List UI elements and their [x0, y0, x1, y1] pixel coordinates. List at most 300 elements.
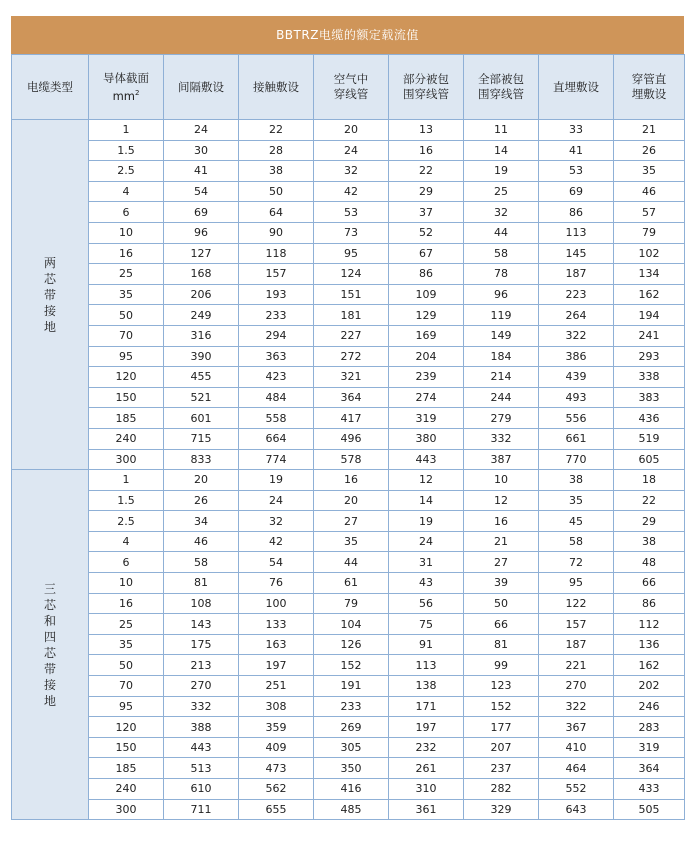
ampacity-cell: 221: [539, 655, 614, 676]
table-row: [12, 717, 685, 738]
ampacity-cell: 58: [464, 243, 539, 264]
cross-section-cell: 185: [89, 758, 164, 779]
ampacity-cell: 162: [614, 284, 685, 305]
table-title: BBTRZ电缆的额定载流值: [11, 16, 684, 54]
table-row: [12, 284, 685, 305]
cross-section-cell: 240: [89, 428, 164, 449]
table-body: [12, 120, 685, 820]
ampacity-cell: 35: [539, 490, 614, 511]
cross-section-cell: 150: [89, 737, 164, 758]
table-row: [12, 737, 685, 758]
ampacity-cell: 122: [539, 593, 614, 614]
ampacity-cell: 168: [164, 264, 239, 285]
cross-section-cell: 120: [89, 717, 164, 738]
ampacity-cell: 513: [164, 758, 239, 779]
ampacity-cell: 204: [389, 346, 464, 367]
ampacity-cell: 390: [164, 346, 239, 367]
ampacity-cell: 661: [539, 428, 614, 449]
ampacity-cell: 134: [614, 264, 685, 285]
table-row: [12, 161, 685, 182]
ampacity-cell: 21: [464, 531, 539, 552]
cross-section-cell: 95: [89, 696, 164, 717]
header-cable-type: 电缆类型: [12, 55, 89, 120]
ampacity-cell: 145: [539, 243, 614, 264]
ampacity-cell: 79: [614, 222, 685, 243]
cable-type-label: 三芯和四芯带接地: [43, 581, 56, 708]
header-cross-section-label: 导体截面: [103, 70, 149, 85]
ampacity-cell: 272: [314, 346, 389, 367]
ampacity-cell: 20: [314, 490, 389, 511]
cross-section-cell: 185: [89, 408, 164, 429]
ampacity-cell: 28: [239, 140, 314, 161]
ampacity-cell: 32: [314, 161, 389, 182]
cross-section-cell: 70: [89, 325, 164, 346]
ampacity-cell: 239: [389, 367, 464, 388]
ampacity-cell: 193: [239, 284, 314, 305]
cross-section-cell: 6: [89, 202, 164, 223]
ampacity-cell: 67: [389, 243, 464, 264]
cross-section-cell: 25: [89, 614, 164, 635]
ampacity-cell: 270: [539, 676, 614, 697]
ampacity-cell: 18: [614, 470, 685, 491]
cross-section-cell: 150: [89, 387, 164, 408]
ampacity-cell: 329: [464, 799, 539, 820]
table-row: [12, 408, 685, 429]
ampacity-cell: 409: [239, 737, 314, 758]
ampacity-cell: 48: [614, 552, 685, 573]
ampacity-cell: 31: [389, 552, 464, 573]
ampacity-cell: 57: [614, 202, 685, 223]
ampacity-cell: 44: [464, 222, 539, 243]
cross-section-cell: 4: [89, 181, 164, 202]
ampacity-cell: 14: [464, 140, 539, 161]
ampacity-cell: 22: [239, 120, 314, 141]
ampacity-cell: 44: [314, 552, 389, 573]
ampacity-cell: 81: [164, 573, 239, 594]
ampacity-cell: 332: [464, 428, 539, 449]
header-air-conduit: 空气中 穿线管: [314, 55, 389, 120]
ampacity-cell: 50: [464, 593, 539, 614]
table-row: [12, 573, 685, 594]
ampacity-cell: 24: [314, 140, 389, 161]
cross-section-cell: 10: [89, 573, 164, 594]
ampacity-cell: 322: [539, 325, 614, 346]
cross-section-cell: 16: [89, 593, 164, 614]
ampacity-cell: 32: [239, 511, 314, 532]
ampacity-cell: 24: [239, 490, 314, 511]
cross-section-cell: 50: [89, 655, 164, 676]
ampacity-cell: 175: [164, 634, 239, 655]
ampacity-cell: 605: [614, 449, 685, 470]
ampacity-cell: 108: [164, 593, 239, 614]
table-row: [12, 634, 685, 655]
ampacity-cell: 33: [539, 120, 614, 141]
ampacity-cell: 41: [539, 140, 614, 161]
ampacity-cell: 54: [164, 181, 239, 202]
ampacity-cell: 22: [614, 490, 685, 511]
ampacity-cell: 244: [464, 387, 539, 408]
ampacity-cell: 364: [314, 387, 389, 408]
table-row: [12, 696, 685, 717]
ampacity-cell: 16: [464, 511, 539, 532]
ampacity-cell: 104: [314, 614, 389, 635]
ampacity-cell: 308: [239, 696, 314, 717]
ampacity-cell: 20: [164, 470, 239, 491]
ampacity-cell: 16: [314, 470, 389, 491]
cross-section-cell: 1.5: [89, 140, 164, 161]
ampacity-cell: 38: [239, 161, 314, 182]
ampacity-cell: 833: [164, 449, 239, 470]
ampacity-cell: 181: [314, 305, 389, 326]
ampacity-cell: 127: [164, 243, 239, 264]
ampacity-cell: 29: [389, 181, 464, 202]
ampacity-cell: 152: [464, 696, 539, 717]
header-spaced-laying: 间隔敷设: [164, 55, 239, 120]
ampacity-cell: 410: [539, 737, 614, 758]
cross-section-cell: 6: [89, 552, 164, 573]
ampacity-cell: 251: [239, 676, 314, 697]
cross-section-cell: 16: [89, 243, 164, 264]
ampacity-cell: 293: [614, 346, 685, 367]
ampacity-cell: 715: [164, 428, 239, 449]
ampacity-cell: 69: [539, 181, 614, 202]
ampacity-cell: 100: [239, 593, 314, 614]
ampacity-cell: 86: [614, 593, 685, 614]
ampacity-cell: 24: [164, 120, 239, 141]
ampacity-cell: 556: [539, 408, 614, 429]
ampacity-cell: 283: [614, 717, 685, 738]
cable-type-label: 两芯带接地: [43, 255, 56, 334]
cross-section-cell: 1.5: [89, 490, 164, 511]
table-row: [12, 325, 685, 346]
ampacity-cell: 138: [389, 676, 464, 697]
ampacity-cell: 21: [614, 120, 685, 141]
ampacity-cell: 27: [314, 511, 389, 532]
ampacity-cell: 136: [614, 634, 685, 655]
ampacity-cell: 423: [239, 367, 314, 388]
table-row: [12, 779, 685, 800]
ampacity-cell: 32: [464, 202, 539, 223]
cross-section-cell: 50: [89, 305, 164, 326]
ampacity-cell: 45: [539, 511, 614, 532]
cross-section-cell: 70: [89, 676, 164, 697]
ampacity-cell: 322: [539, 696, 614, 717]
ampacity-cell: 86: [539, 202, 614, 223]
ampacity-cell: 79: [314, 593, 389, 614]
ampacity-cell: 473: [239, 758, 314, 779]
table-row: [12, 243, 685, 264]
ampacity-table: [11, 54, 685, 820]
table-row: [12, 470, 685, 491]
ampacity-cell: 264: [539, 305, 614, 326]
ampacity-cell: 213: [164, 655, 239, 676]
ampacity-cell: 319: [614, 737, 685, 758]
table-row: [12, 676, 685, 697]
ampacity-cell: 38: [614, 531, 685, 552]
table-row: [12, 120, 685, 141]
ampacity-cell: 194: [614, 305, 685, 326]
table-row: [12, 614, 685, 635]
ampacity-cell: 206: [164, 284, 239, 305]
header-cross-section-sup: 2: [134, 88, 140, 97]
header-direct-burial: 直埋敷设: [539, 55, 614, 120]
ampacity-cell: 232: [389, 737, 464, 758]
ampacity-cell: 43: [389, 573, 464, 594]
cross-section-cell: 300: [89, 799, 164, 820]
ampacity-cell: 493: [539, 387, 614, 408]
ampacity-cell: 14: [389, 490, 464, 511]
ampacity-cell: 12: [464, 490, 539, 511]
table-row: [12, 552, 685, 573]
table-row: [12, 181, 685, 202]
ampacity-cell: 197: [239, 655, 314, 676]
ampacity-cell: 184: [464, 346, 539, 367]
ampacity-cell: 39: [464, 573, 539, 594]
cross-section-cell: 120: [89, 367, 164, 388]
ampacity-cell: 56: [389, 593, 464, 614]
ampacity-cell: 35: [314, 531, 389, 552]
ampacity-cell: 26: [614, 140, 685, 161]
table-row: [12, 758, 685, 779]
ampacity-cell: 237: [464, 758, 539, 779]
ampacity-cell: 52: [389, 222, 464, 243]
ampacity-cell: 455: [164, 367, 239, 388]
ampacity-cell: 129: [389, 305, 464, 326]
ampacity-cell: 91: [389, 634, 464, 655]
ampacity-cell: 519: [614, 428, 685, 449]
ampacity-cell: 197: [389, 717, 464, 738]
ampacity-cell: 359: [239, 717, 314, 738]
ampacity-cell: 119: [464, 305, 539, 326]
ampacity-cell: 484: [239, 387, 314, 408]
ampacity-cell: 143: [164, 614, 239, 635]
ampacity-cell: 655: [239, 799, 314, 820]
ampacity-cell: 774: [239, 449, 314, 470]
ampacity-cell: 50: [239, 181, 314, 202]
ampacity-cell: 227: [314, 325, 389, 346]
table-row: [12, 367, 685, 388]
ampacity-table-panel: [11, 16, 684, 820]
table-row: [12, 531, 685, 552]
ampacity-cell: 770: [539, 449, 614, 470]
ampacity-cell: 118: [239, 243, 314, 264]
ampacity-cell: 249: [164, 305, 239, 326]
ampacity-cell: 558: [239, 408, 314, 429]
table-row: [12, 387, 685, 408]
ampacity-cell: 367: [539, 717, 614, 738]
ampacity-cell: 363: [239, 346, 314, 367]
ampacity-cell: 19: [239, 470, 314, 491]
ampacity-cell: 53: [539, 161, 614, 182]
ampacity-cell: 26: [164, 490, 239, 511]
cross-section-cell: 2.5: [89, 511, 164, 532]
header-touching-laying: 接触敷设: [239, 55, 314, 120]
ampacity-cell: 42: [239, 531, 314, 552]
ampacity-cell: 270: [164, 676, 239, 697]
table-row: [12, 346, 685, 367]
ampacity-cell: 316: [164, 325, 239, 346]
ampacity-cell: 294: [239, 325, 314, 346]
ampacity-cell: 58: [539, 531, 614, 552]
ampacity-cell: 214: [464, 367, 539, 388]
ampacity-cell: 246: [614, 696, 685, 717]
ampacity-cell: 73: [314, 222, 389, 243]
ampacity-cell: 90: [239, 222, 314, 243]
ampacity-cell: 86: [389, 264, 464, 285]
table-row: [12, 305, 685, 326]
ampacity-cell: 274: [389, 387, 464, 408]
cross-section-cell: 1: [89, 470, 164, 491]
cross-section-cell: 4: [89, 531, 164, 552]
ampacity-cell: 388: [164, 717, 239, 738]
ampacity-cell: 350: [314, 758, 389, 779]
ampacity-cell: 13: [389, 120, 464, 141]
ampacity-cell: 169: [389, 325, 464, 346]
ampacity-cell: 54: [239, 552, 314, 573]
ampacity-cell: 552: [539, 779, 614, 800]
header-cross-section-unit: mm: [112, 88, 135, 103]
header-partially-enclosed-conduit: 部分被包 围穿线管: [389, 55, 464, 120]
ampacity-cell: 433: [614, 779, 685, 800]
ampacity-cell: 41: [164, 161, 239, 182]
ampacity-cell: 61: [314, 573, 389, 594]
ampacity-cell: 361: [389, 799, 464, 820]
cross-section-cell: 1: [89, 120, 164, 141]
ampacity-cell: 69: [164, 202, 239, 223]
ampacity-cell: 75: [389, 614, 464, 635]
ampacity-cell: 163: [239, 634, 314, 655]
ampacity-cell: 416: [314, 779, 389, 800]
ampacity-cell: 233: [314, 696, 389, 717]
ampacity-cell: 187: [539, 634, 614, 655]
ampacity-cell: 112: [614, 614, 685, 635]
ampacity-cell: 29: [614, 511, 685, 532]
ampacity-cell: 643: [539, 799, 614, 820]
ampacity-cell: 443: [164, 737, 239, 758]
cross-section-cell: 10: [89, 222, 164, 243]
header-conduit-burial: 穿管直 埋敷设: [614, 55, 685, 120]
ampacity-cell: 282: [464, 779, 539, 800]
ampacity-cell: 202: [614, 676, 685, 697]
ampacity-cell: 417: [314, 408, 389, 429]
ampacity-cell: 124: [314, 264, 389, 285]
ampacity-cell: 27: [464, 552, 539, 573]
ampacity-cell: 177: [464, 717, 539, 738]
ampacity-cell: 95: [314, 243, 389, 264]
ampacity-cell: 711: [164, 799, 239, 820]
ampacity-cell: 99: [464, 655, 539, 676]
ampacity-cell: 46: [614, 181, 685, 202]
cross-section-cell: 25: [89, 264, 164, 285]
ampacity-cell: 95: [539, 573, 614, 594]
ampacity-cell: 20: [314, 120, 389, 141]
ampacity-cell: 496: [314, 428, 389, 449]
ampacity-cell: 151: [314, 284, 389, 305]
ampacity-cell: 261: [389, 758, 464, 779]
ampacity-cell: 76: [239, 573, 314, 594]
cross-section-cell: 300: [89, 449, 164, 470]
ampacity-cell: 171: [389, 696, 464, 717]
ampacity-cell: 113: [539, 222, 614, 243]
header-row: [12, 55, 685, 120]
ampacity-cell: 332: [164, 696, 239, 717]
cable-type-cell: [12, 470, 89, 820]
ampacity-cell: 157: [539, 614, 614, 635]
ampacity-cell: 66: [614, 573, 685, 594]
ampacity-cell: 46: [164, 531, 239, 552]
ampacity-cell: 562: [239, 779, 314, 800]
ampacity-cell: 19: [389, 511, 464, 532]
ampacity-cell: 64: [239, 202, 314, 223]
ampacity-cell: 610: [164, 779, 239, 800]
header-fully-enclosed-conduit: 全部被包 围穿线管: [464, 55, 539, 120]
ampacity-cell: 30: [164, 140, 239, 161]
ampacity-cell: 72: [539, 552, 614, 573]
table-row: [12, 490, 685, 511]
ampacity-cell: 223: [539, 284, 614, 305]
ampacity-cell: 233: [239, 305, 314, 326]
ampacity-cell: 162: [614, 655, 685, 676]
table-row: [12, 140, 685, 161]
table-row: [12, 264, 685, 285]
ampacity-cell: 187: [539, 264, 614, 285]
ampacity-cell: 464: [539, 758, 614, 779]
ampacity-cell: 34: [164, 511, 239, 532]
header-cross-section: [89, 55, 164, 120]
ampacity-cell: 35: [614, 161, 685, 182]
ampacity-cell: 387: [464, 449, 539, 470]
ampacity-cell: 22: [389, 161, 464, 182]
ampacity-cell: 38: [539, 470, 614, 491]
ampacity-cell: 305: [314, 737, 389, 758]
table-row: [12, 799, 685, 820]
ampacity-cell: 485: [314, 799, 389, 820]
ampacity-cell: 578: [314, 449, 389, 470]
ampacity-cell: 78: [464, 264, 539, 285]
ampacity-cell: 383: [614, 387, 685, 408]
ampacity-cell: 386: [539, 346, 614, 367]
ampacity-cell: 96: [464, 284, 539, 305]
ampacity-cell: 19: [464, 161, 539, 182]
ampacity-cell: 42: [314, 181, 389, 202]
ampacity-cell: 149: [464, 325, 539, 346]
ampacity-cell: 109: [389, 284, 464, 305]
ampacity-cell: 207: [464, 737, 539, 758]
ampacity-cell: 436: [614, 408, 685, 429]
ampacity-cell: 96: [164, 222, 239, 243]
ampacity-cell: 133: [239, 614, 314, 635]
ampacity-cell: 24: [389, 531, 464, 552]
ampacity-cell: 81: [464, 634, 539, 655]
cross-section-cell: 35: [89, 634, 164, 655]
ampacity-cell: 66: [464, 614, 539, 635]
ampacity-cell: 269: [314, 717, 389, 738]
ampacity-cell: 310: [389, 779, 464, 800]
ampacity-cell: 123: [464, 676, 539, 697]
cross-section-cell: 2.5: [89, 161, 164, 182]
ampacity-cell: 157: [239, 264, 314, 285]
ampacity-cell: 16: [389, 140, 464, 161]
table-row: [12, 428, 685, 449]
cross-section-cell: 240: [89, 779, 164, 800]
ampacity-cell: 279: [464, 408, 539, 429]
ampacity-cell: 53: [314, 202, 389, 223]
ampacity-cell: 664: [239, 428, 314, 449]
ampacity-cell: 505: [614, 799, 685, 820]
table-row: [12, 449, 685, 470]
ampacity-cell: 102: [614, 243, 685, 264]
table-row: [12, 511, 685, 532]
